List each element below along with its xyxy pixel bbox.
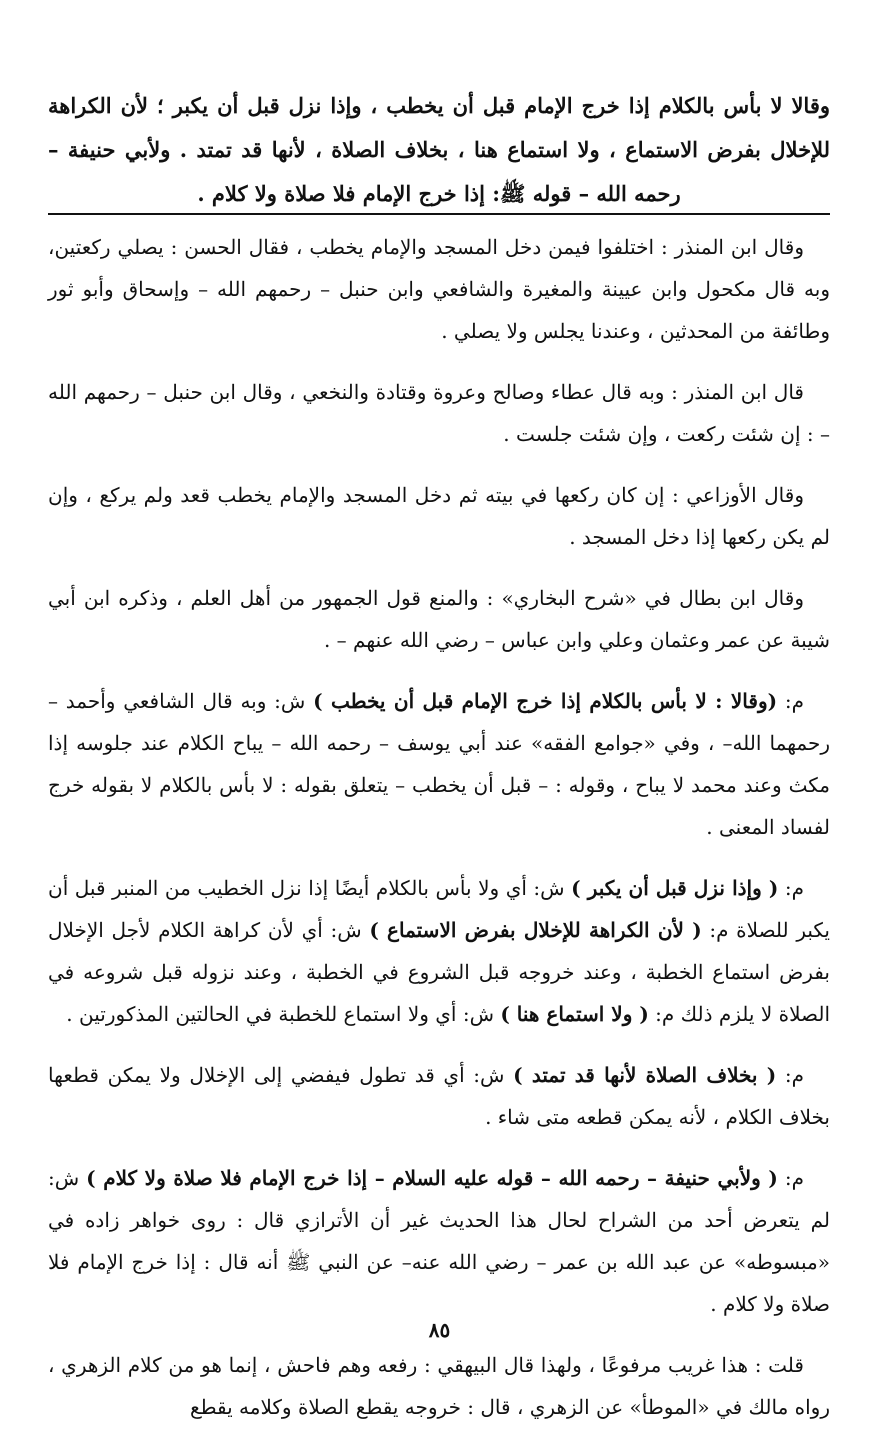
commentary-segment: م: <box>777 689 804 713</box>
commentary-paragraph <box>48 680 830 848</box>
commentary-segment: م: <box>776 1063 805 1087</box>
quoted-matn-segment: ( لأن الكراهة للإخلال بفرض الاستماع ) <box>369 918 702 942</box>
commentary-paragraph <box>48 1054 830 1138</box>
commentary-segment: ش: لم يتعرض أحد من الشراح لحال هذا الحديث غير أن الأترازي قال : روى خواهر زاده في «مبسوطه» عن عبد الله بن عمر – رضي الله عنه– عن النبي ﷺ أنه قال : إذا خرج الإمام فلا صلاة ولا كلام . <box>48 1166 830 1316</box>
quoted-matn-segment: ( بخلاف الصلاة لأنها قد تمتد ) <box>513 1063 777 1087</box>
quoted-matn-segment: ( ولأبي حنيفة – رحمه الله – قوله عليه السلام – إذا خرج الإمام فلا صلاة ولا كلام ) <box>86 1166 778 1190</box>
separator-rule <box>48 213 830 215</box>
commentary-paragraph <box>48 371 830 455</box>
commentary-segment: ش: وبه قال الشافعي وأحمد – رحمهما الله– ، وفي «جوامع الفقه» عند أبي يوسف – رحمه الله – يباح الكلام عند جلوسه إذا مكث وعند محمد لا يباح ، وقوله : – قبل أن يخطب – يتعلق بقوله : لا بأس بالكلام لا بقوله خرج لفساد المعنى . <box>48 689 830 839</box>
commentary-segment: ش: أي ولا استماع للخطبة في الحالتين المذكورتين . <box>66 1002 501 1026</box>
quoted-matn-segment: ( ولا استماع هنا ) <box>500 1002 649 1026</box>
commentary-segment: وقال ابن بطال في «شرح البخاري» : والمنع قول الجمهور من أهل العلم ، وذكره ابن أبي شيبة عن عمر وعثمان وعلي وابن عباس – رضي الله عنهم – . <box>48 586 830 652</box>
page-number: ٨٥ <box>428 1318 451 1342</box>
commentary-segment: قال ابن المنذر : وبه قال عطاء وصالح وعروة وقتادة والنخعي ، وقال ابن حنبل – رحمهم الله – : إن شئت ركعت ، وإن شئت جلست . <box>48 380 830 446</box>
commentary-paragraph <box>48 577 830 661</box>
commentary-segment: ش: أي لأن كراهة الكلام لأجل الإخلال بفرض استماع الخطبة ، وعند خروجه قبل الشروع في الخطبة ، وعند نزوله قبل شروعه في الصلاة لا يلزم ذلك م: <box>48 918 830 1026</box>
commentary-body <box>48 226 830 1447</box>
commentary-paragraph <box>48 867 830 1035</box>
commentary-segment: م: <box>778 876 805 900</box>
commentary-segment: وقال الأوزاعي : إن كان ركعها في بيته ثم دخل المسجد والإمام يخطب قعد ولم يركع ، وإن لم يكن ركعها إذا دخل المسجد . <box>48 483 830 549</box>
commentary-paragraph <box>48 1157 830 1325</box>
matn-text: وقالا لا بأس بالكلام إذا خرج الإمام قبل أن يخطب ، وإذا نزل قبل أن يكبر ؛ لأن الكراهة للإخلال بفرض الاستماع ، ولا استماع هنا ، بخلاف الصلاة ، لأنها قد تمتد . ولأبي حنيفة – رحمه الله – قوله ﷺ: إذا خرج الإمام فلا صلاة ولا كلام . <box>48 93 830 206</box>
commentary-paragraph <box>48 1344 830 1428</box>
quoted-matn-segment: (وقالا : لا بأس بالكلام إذا خرج الإمام قبل أن يخطب ) <box>313 689 778 713</box>
commentary-segment: ش: أي قد تطول فيفضي إلى الإخلال ولا يمكن قطعها بخلاف الكلام ، لأنه يمكن قطعه متى شاء . <box>48 1063 830 1129</box>
commentary-paragraph <box>48 226 830 352</box>
commentary-segment: قلت : هذا غريب مرفوعًا ، ولهذا قال البيهقي : رفعه وهم فاحش ، إنما هو من كلام الزهري ، رواه مالك في «الموطأ» عن الزهري ، قال : خروجه يقطع الصلاة وكلامه يقطع <box>48 1353 830 1419</box>
commentary-segment: م: <box>777 1166 805 1190</box>
commentary-paragraph <box>48 474 830 558</box>
commentary-segment: ش: أي ولا بأس بالكلام أيضًا إذا نزل الخطيب من المنبر قبل أن يكبر للصلاة م: <box>48 876 830 942</box>
commentary-segment: وقال ابن المنذر : اختلفوا فيمن دخل المسجد والإمام يخطب ، فقال الحسن : يصلي ركعتين، وبه قال مكحول وابن عيينة والمغيرة والشافعي وابن حنبل – رحمهم الله – وإسحاق وأبو ثور وطائفة من المحدثين ، وعندنا يجلس ولا يصلي . <box>48 235 830 343</box>
quoted-matn-segment: ( وإذا نزل قبل أن يكبر ) <box>571 876 779 900</box>
